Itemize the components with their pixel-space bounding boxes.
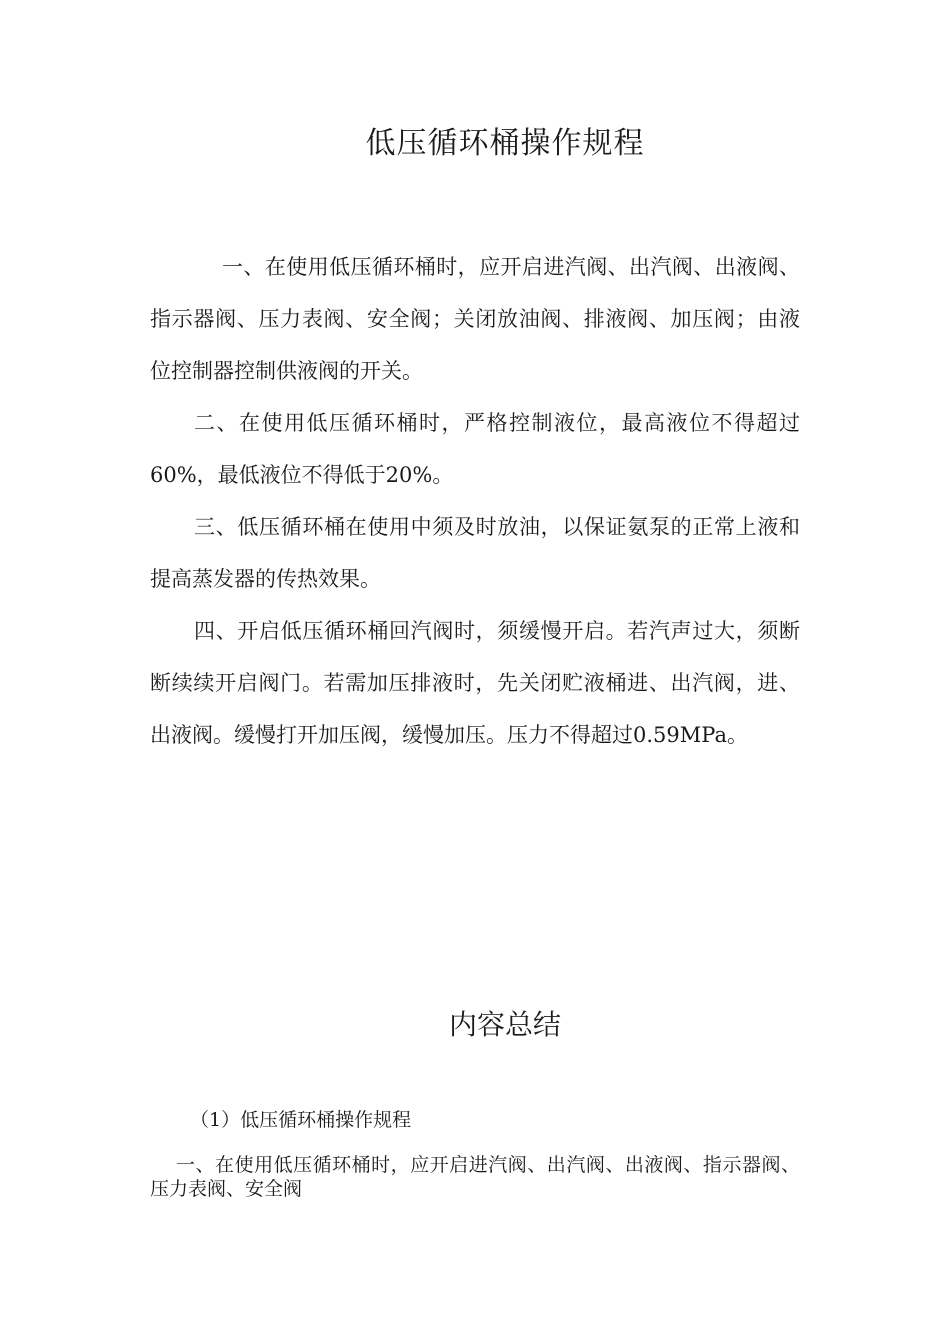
paragraph-3: 三、低压循环桶在使用中须及时放油，以保证氨泵的正常上液和提高蒸发器的传热效果。 [150,515,800,591]
document-body [150,241,800,761]
summary-item-text: 一、在使用低压循环桶时，应开启进汽阀、出汽阀、出液阀、指示器阀、压力表阀、安全阀 [150,1154,800,1200]
paragraph-1: 一、在使用低压循环桶时，应开启进汽阀、出汽阀、出液阀、指示器阀、压力表阀、安全阀；关闭放油阀、排液阀、加压阀；由液位控制器控制供液阀的开关。 [150,255,800,383]
summary-item-heading: （1）低压循环桶操作规程 [190,1109,412,1131]
document-title: 低压循环桶操作规程 [365,126,645,161]
paragraph-4: 四、开启低压循环桶回汽阀时，须缓慢开启。若汽声过大，须断断续续开启阀门。若需加压排液时，先关闭贮液桶进、出汽阀，进、出液阀。缓慢打开加压阀，缓慢加压。压力不得超过0.59MPa。 [150,619,800,747]
summary-title: 内容总结 [448,1008,561,1041]
paragraph-2: 二、在使用低压循环桶时，严格控制液位，最高液位不得超过60%，最低液位不得低于20%。 [150,411,800,487]
